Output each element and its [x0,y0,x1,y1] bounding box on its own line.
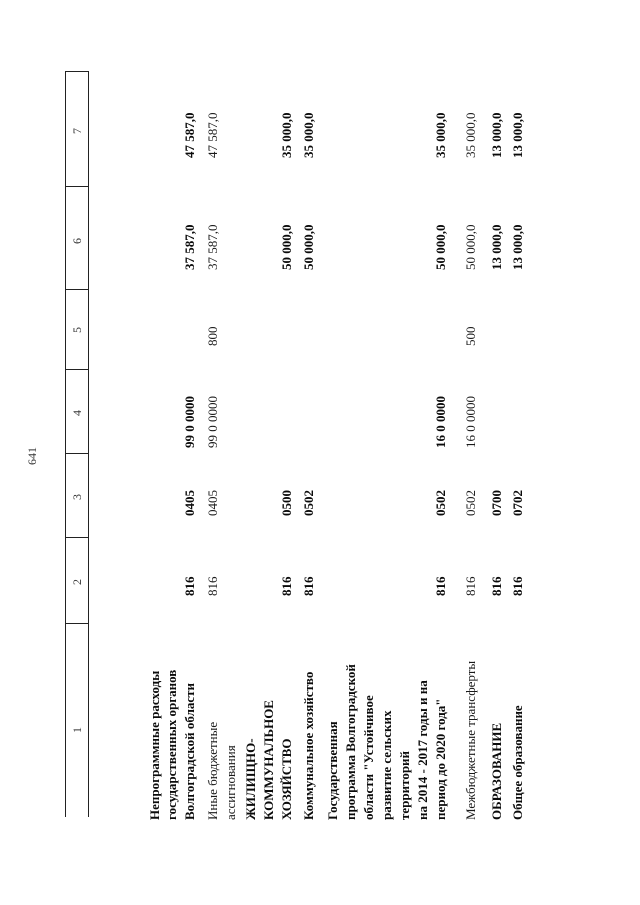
cell-code: 816 [301,576,316,596]
cell-amount-6: 13 000,0 [510,224,525,270]
cell-amount-7: 13 000,0 [489,112,504,158]
cell-section: 0700 [489,490,504,516]
header-bottom-rule [88,71,89,817]
cell-expense-type: 800 [205,326,220,346]
table-header-cell: 7 [70,128,84,134]
row-name-line: развитие сельских [379,710,394,820]
cell-section: 0502 [463,490,478,516]
cell-code: 816 [182,576,197,596]
row-name-line: ассигнования [223,745,238,820]
table-header-cell: 1 [70,727,84,733]
cell-target: 16 0 0000 [463,396,478,448]
cell-section: 0702 [510,490,525,516]
cell-section: 0502 [301,490,316,516]
row-name-line: государственных органов [164,669,179,820]
col-divider [65,186,88,187]
table-header-cell: 6 [70,238,84,244]
page-number: 641 [25,447,39,465]
cell-expense-type: 500 [463,326,478,346]
row-name-line: ОБРАЗОВАНИЕ [489,722,504,820]
cell-amount-6: 50 000,0 [301,224,316,270]
table-header-cell: 3 [70,494,84,500]
row-name-line: территорий [397,750,412,820]
row-name-line: области "Устойчивое [361,695,376,820]
cell-amount-7: 13 000,0 [510,112,525,158]
cell-code: 816 [489,576,504,596]
row-name-line: Волгоградской области [182,682,197,820]
row-name-line: Межбюджетные трансферты [463,660,478,820]
row-name-line: программа Волгоградской [343,664,358,820]
table-header-cell: 2 [70,579,84,585]
row-name-line: период до 2020 года" [433,698,448,820]
cell-code: 816 [279,576,294,596]
row-name-line: КОММУНАЛЬНОЕ [261,700,276,820]
row-name-line: ЖИЛИЩНО- [243,738,258,820]
row-name-line: на 2014 - 2017 годы и на [415,680,430,820]
cell-amount-6: 37 587,0 [182,224,197,270]
row-name-line: Общее образование [510,705,525,820]
table-header-cell: 4 [70,410,84,416]
cell-amount-6: 50 000,0 [433,224,448,270]
cell-code: 816 [510,576,525,596]
cell-code: 816 [205,576,220,596]
col-divider [65,453,88,454]
cell-amount-6: 50 000,0 [279,224,294,270]
cell-code: 816 [433,576,448,596]
col-divider [65,537,88,538]
row-name-line: Непрограммные расходы [147,670,162,820]
table-top-rule [65,71,88,72]
cell-target: 99 0 0000 [182,396,197,448]
cell-amount-7: 35 000,0 [463,112,478,158]
row-name-line: ХОЗЯЙСТВО [279,738,294,820]
cell-amount-7: 47 587,0 [205,112,220,158]
cell-amount-7: 35 000,0 [301,112,316,158]
table-left-rule [65,71,66,817]
row-name-line: Коммунальное хозяйство [301,671,316,820]
cell-amount-7: 35 000,0 [279,112,294,158]
cell-amount-6: 37 587,0 [205,224,220,270]
row-name-line: Иные бюджетные [205,721,220,820]
row-name-line: Государственная [325,721,340,820]
cell-section: 0405 [205,490,220,516]
cell-section: 0405 [182,490,197,516]
cell-amount-7: 47 587,0 [182,112,197,158]
cell-amount-7: 35 000,0 [433,112,448,158]
col-divider [65,289,88,290]
cell-amount-6: 13 000,0 [489,224,504,270]
cell-target: 16 0 0000 [433,396,448,448]
cell-amount-6: 50 000,0 [463,224,478,270]
cell-target: 99 0 0000 [205,396,220,448]
cell-code: 816 [463,576,478,596]
cell-section: 0500 [279,490,294,516]
col-divider [65,369,88,370]
cell-section: 0502 [433,490,448,516]
col-divider [65,623,88,624]
table-header-cell: 5 [70,327,84,333]
